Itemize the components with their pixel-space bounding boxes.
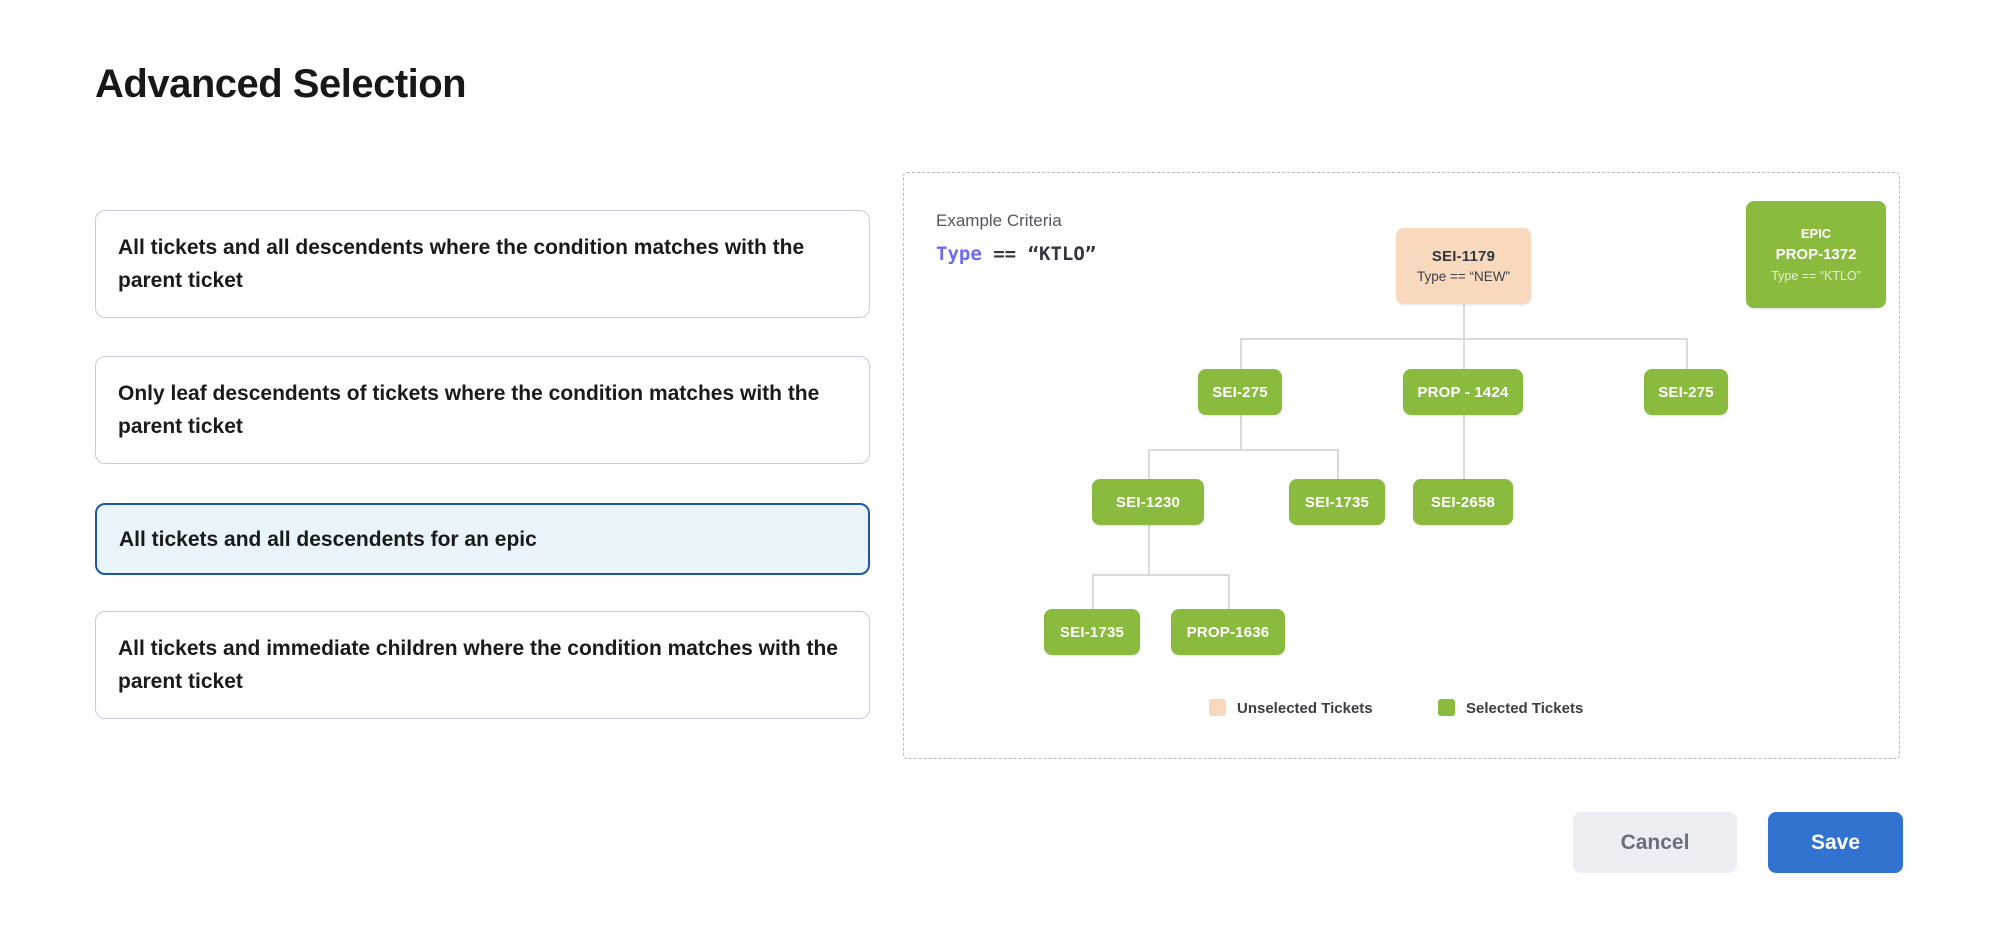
tree-node-epic	[1746, 201, 1886, 308]
criteria-value: “KTLO”	[1027, 243, 1097, 265]
connector-level3-a	[1148, 449, 1150, 479]
option-leaf-descendents-condition[interactable]	[95, 356, 870, 464]
criteria-field: Type	[936, 243, 982, 265]
connector-root-down	[1463, 304, 1465, 338]
tree-node-root	[1396, 228, 1531, 304]
save-button[interactable]: Save	[1768, 812, 1903, 873]
tree-node-prop-1424	[1403, 369, 1523, 415]
page-title: Advanced Selection	[95, 62, 467, 106]
tree-node-sei-275-left	[1198, 369, 1282, 415]
node-condition: Type == “NEW”	[1416, 269, 1511, 284]
node-id: PROP - 1424	[1417, 383, 1509, 401]
connector-level3-b	[1337, 449, 1339, 479]
tree-node-sei-1735-mid	[1289, 479, 1385, 525]
connector-sei1230-down	[1148, 525, 1150, 574]
option-all-descendents-condition[interactable]	[95, 210, 870, 318]
connector-level4-b	[1228, 574, 1230, 609]
node-id: SEI-1735	[1304, 493, 1370, 511]
connector-level2-c	[1686, 338, 1688, 369]
node-id: PROP-1372	[1775, 246, 1857, 263]
connector-prop1424-down	[1463, 415, 1465, 479]
legend-unselected-label: Unselected Tickets	[1237, 700, 1373, 717]
tree-node-prop-1636	[1171, 609, 1285, 655]
connector-level2-b	[1463, 338, 1465, 369]
option-label: Only leaf descendents of tickets where the condition matches with the parent ticket	[118, 382, 820, 438]
option-label: All tickets and all descendents for an epic	[119, 527, 537, 551]
node-id: PROP-1636	[1186, 623, 1270, 641]
option-immediate-children-condition[interactable]	[95, 611, 870, 719]
node-kind: EPIC	[1800, 226, 1832, 241]
tree-node-sei-2658	[1413, 479, 1513, 525]
legend-unselected-swatch	[1209, 699, 1226, 716]
tree-node-sei-1230	[1092, 479, 1204, 525]
connector-level4-branch	[1092, 574, 1228, 576]
connector-level4-a	[1092, 574, 1094, 609]
node-id: SEI-1735	[1059, 623, 1125, 641]
node-id: SEI-2658	[1430, 493, 1496, 511]
node-id: SEI-275	[1212, 383, 1268, 401]
legend-selected-label: Selected Tickets	[1466, 700, 1584, 717]
example-criteria-code	[936, 243, 1096, 265]
option-all-descendents-epic[interactable]	[95, 503, 870, 575]
cancel-button[interactable]: Cancel	[1573, 812, 1737, 873]
example-heading: Example Criteria	[936, 211, 1062, 230]
option-label: All tickets and all descendents where the condition matches with the parent ticket	[118, 236, 805, 292]
connector-level2-a	[1240, 338, 1242, 369]
criteria-operator: ==	[993, 243, 1017, 265]
example-panel	[903, 172, 1900, 759]
tree-node-sei-1735-bottom	[1044, 609, 1140, 655]
tree-node-sei-275-right	[1644, 369, 1728, 415]
node-id: SEI-1230	[1115, 493, 1181, 511]
node-id: SEI-275	[1658, 383, 1714, 401]
legend-selected-swatch	[1438, 699, 1455, 716]
option-label: All tickets and immediate children where the condition matches with the parent ticket	[118, 637, 838, 693]
node-id: SEI-1179	[1431, 248, 1496, 265]
connector-level3-branch	[1148, 449, 1337, 451]
connector-sei275-down	[1240, 415, 1242, 449]
node-condition: Type == “KTLO”	[1771, 269, 1861, 283]
